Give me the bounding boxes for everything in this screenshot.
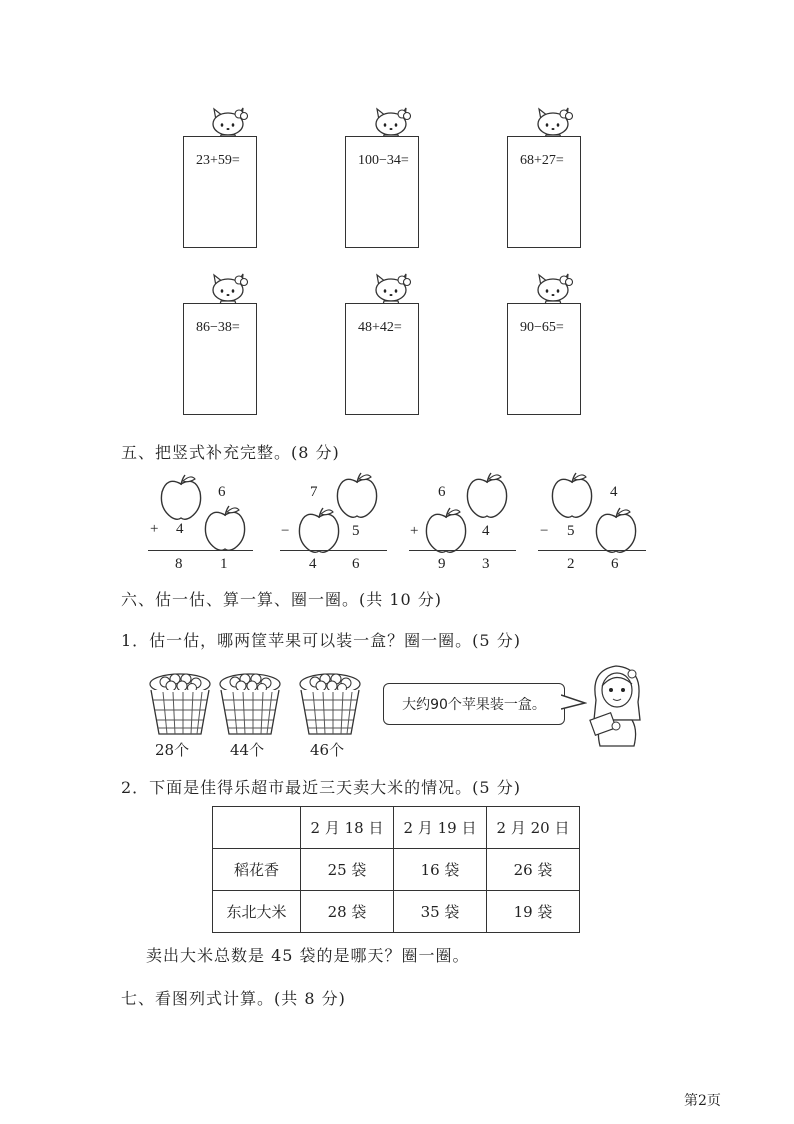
table-header-cell: 2 月 19 日 [394, 807, 487, 849]
calc-expression: 90−65= [520, 320, 564, 335]
result-ones: 6 [352, 556, 360, 572]
table-cell: 16 袋 [394, 849, 487, 891]
section5-heading: 五、把竖式补充完整。(8 分) [121, 443, 340, 462]
calc-expression: 23+59= [196, 153, 240, 168]
result-ones: 3 [482, 556, 490, 572]
calc-box[interactable] [183, 303, 257, 415]
equals-rule [409, 550, 516, 551]
equals-rule [538, 550, 646, 551]
calc-box[interactable] [183, 136, 257, 248]
question-2-prompt: 卖出大米总数是 45 袋的是哪天？圈一圈。 [146, 946, 470, 965]
digit-top: 4 [610, 484, 618, 500]
apple-icon[interactable] [465, 472, 509, 518]
digit-mid: 5 [352, 523, 360, 539]
table-row [213, 849, 580, 891]
apple-icon[interactable] [335, 472, 379, 518]
table-row [213, 891, 580, 933]
digit-mid: 4 [482, 523, 490, 539]
calc-box[interactable] [345, 303, 419, 415]
table-cell: 东北大米 [213, 891, 301, 933]
page-number: 第2页 [684, 1093, 721, 1109]
section7-heading: 七、看图列式计算。(共 8 分) [121, 989, 346, 1008]
table-cell: 26 袋 [487, 849, 580, 891]
apple-icon[interactable] [550, 472, 594, 518]
result-tens: 2 [567, 556, 575, 572]
speech-tail-icon [561, 693, 587, 713]
table-cell: 35 袋 [394, 891, 487, 933]
question-2-text: 2．下面是佳得乐超市最近三天卖大米的情况。(5 分) [121, 778, 521, 797]
section6-heading: 六、估一估、算一算、圈一圈。(共 10 分) [121, 590, 443, 609]
apple-icon[interactable] [203, 505, 247, 551]
result-tens: 4 [309, 556, 317, 572]
digit-top: 6 [438, 484, 446, 500]
basket-count: 44个 [230, 741, 265, 759]
basket-count: 28个 [155, 741, 190, 759]
rice-sales-table [212, 806, 580, 933]
basket-count: 46个 [310, 741, 345, 759]
operator-sign: + [410, 523, 419, 539]
operator-sign: − [540, 523, 549, 539]
equals-rule [148, 550, 253, 551]
digit-top: 6 [218, 484, 226, 500]
calc-expression: 48+42= [358, 320, 402, 335]
digit-top: 7 [310, 484, 318, 500]
girl-icon [586, 660, 648, 750]
operator-sign: − [281, 523, 290, 539]
calc-box[interactable] [345, 136, 419, 248]
speech-bubble [383, 683, 565, 725]
question-1-text: 1．估一估，哪两筐苹果可以装一盒？圈一圈。(5 分) [121, 631, 521, 650]
calc-box[interactable] [507, 303, 581, 415]
table-header-cell [213, 807, 301, 849]
basket-icon[interactable] [295, 670, 365, 738]
basket-icon[interactable] [215, 670, 285, 738]
table-cell: 28 袋 [301, 891, 394, 933]
calc-expression: 100−34= [358, 153, 409, 168]
equals-rule [280, 550, 387, 551]
result-ones: 1 [220, 556, 228, 572]
table-cell: 19 袋 [487, 891, 580, 933]
speech-text: 大约90个苹果装一盒。 [402, 697, 546, 713]
table-cell: 稻花香 [213, 849, 301, 891]
table-header-cell: 2 月 20 日 [487, 807, 580, 849]
calc-box[interactable] [507, 136, 581, 248]
apple-icon[interactable] [594, 507, 638, 553]
apple-icon[interactable] [424, 507, 468, 553]
apple-icon[interactable] [297, 507, 341, 553]
calc-expression: 68+27= [520, 153, 564, 168]
digit-mid: 4 [176, 521, 184, 537]
calc-expression: 86−38= [196, 320, 240, 335]
result-tens: 8 [175, 556, 183, 572]
table-cell: 25 袋 [301, 849, 394, 891]
basket-icon[interactable] [145, 670, 215, 738]
operator-sign: + [150, 521, 159, 537]
table-header-row [213, 807, 580, 849]
apple-icon[interactable] [159, 474, 203, 520]
table-header-cell: 2 月 18 日 [301, 807, 394, 849]
digit-mid: 5 [567, 523, 575, 539]
result-ones: 6 [611, 556, 619, 572]
result-tens: 9 [438, 556, 446, 572]
